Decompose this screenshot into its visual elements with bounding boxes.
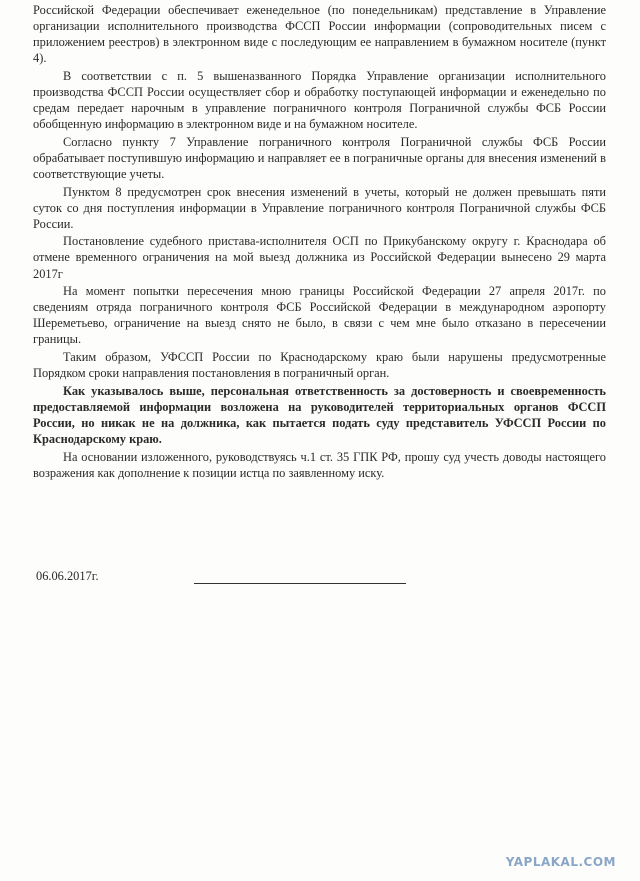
paragraph: Российской Федерации обеспечивает еженедельное (по понедельникам) представление в Управление организации исполнительного производства ФССП России информации (сопроводительных писем с приложением реестров) в электронном виде с последующим ее направлением в бумажном носителе (пункт 4). <box>33 3 606 66</box>
watermark-logo: YAPLAKAL.COM <box>505 855 616 869</box>
paragraph: Пунктом 8 предусмотрен срок внесения изменений в учеты, который не должен превышать пяти суток со дня поступления информации в Управление пограничного контроля Пограничной службы ФСБ России. <box>33 184 606 231</box>
paragraph: На момент попытки пересечения мною границы Российской Федерации 27 апреля 2017г. по сведениям отряда пограничного контроля ФСБ Российской Федерации в международном аэропорту Шереметьево, ограничение на выезд снято не было, в связи с чем мне было отказано в пересечении границы. <box>33 284 606 347</box>
paragraph: Как указывалось выше, персональная ответственность за достоверность и своевременность предоставляемой информации возложена на руководителей территориальных органов ФССП России, но никак не на должника, как пытается подать суду представитель УФССП России по Краснодарскому краю. <box>33 383 606 446</box>
paragraph: На основании изложенного, руководствуясь ч.1 ст. 35 ГПК РФ, прошу суд учесть доводы настоящего возражения как дополнение к позиции истца по заявленному иску. <box>33 449 606 480</box>
signature-line <box>194 583 406 584</box>
paragraph: В соответствии с п. 5 вышеназванного Порядка Управление организации исполнительного производства ФССП России осуществляет сбор и обработку поступающей информации и еженедельно по средам передает нарочным в управление пограничного контроля Пограничной службы ФСБ России обобщенную информацию в электронном виде и на бумажном носителе. <box>33 68 606 132</box>
signature-row <box>36 569 596 589</box>
document-date: 06.06.2017г. <box>36 569 99 583</box>
paragraph: Постановление судебного пристава-исполнителя ОСП по Прикубанскому округу г. Краснодара об отмене временного ограничения на мой выезд должника из Российской Федерации вынесено 29 марта 2017г <box>33 234 606 281</box>
paragraph: Таким образом, УФССП России по Краснодарскому краю были нарушены предусмотренные Порядком сроки направления постановления в пограничный орган. <box>33 349 606 381</box>
document-body <box>33 2 606 482</box>
paragraph: Согласно пункту 7 Управление пограничного контроля Пограничной службы ФСБ России обрабатывает поступившую информацию и направляет ее в пограничные органы для внесения изменений в соответствующие учеты. <box>33 134 606 181</box>
